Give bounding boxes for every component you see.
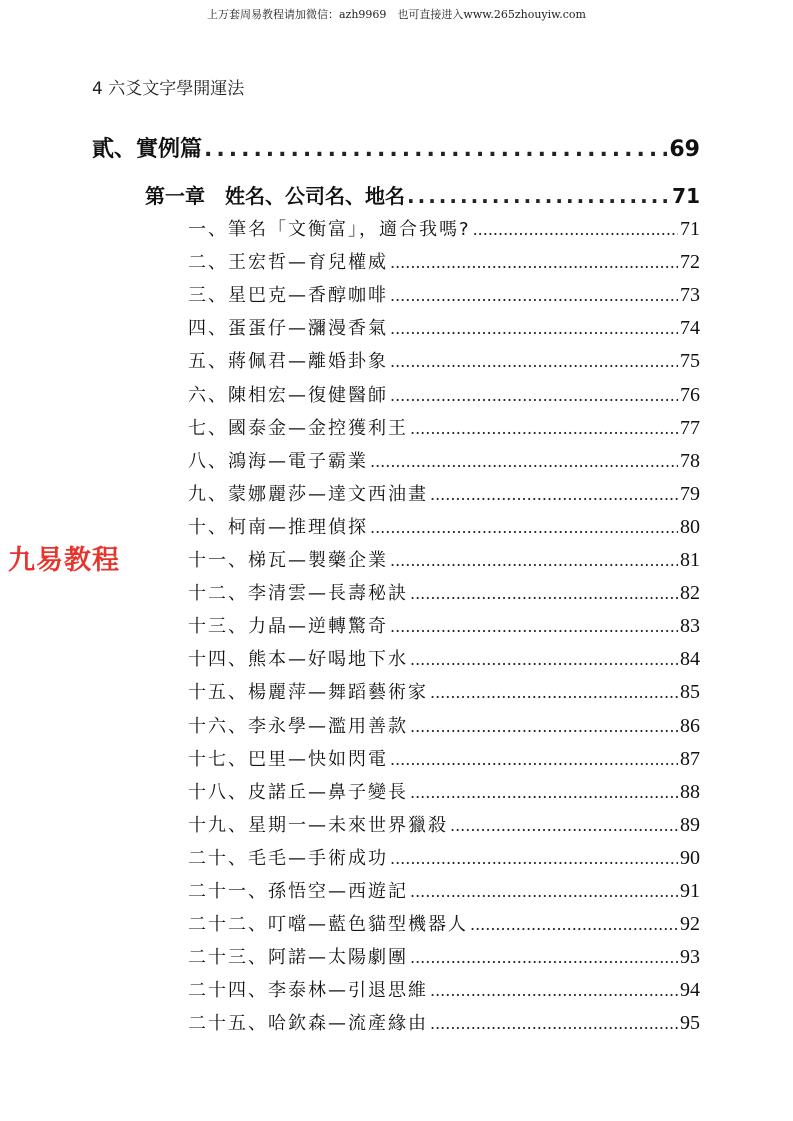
toc-item-page: 82: [680, 582, 700, 605]
toc-item-title: 七、國泰金—金控獲利王: [188, 417, 408, 439]
toc-leader-dots: [470, 915, 678, 934]
toc-part-entry[interactable]: [92, 132, 700, 162]
toc-item-page: 91: [680, 880, 700, 902]
toc-leader-dots: [390, 849, 678, 868]
toc-item-title: 十四、熊本—好喝地下水: [188, 649, 408, 671]
toc-item-title: 三、星巴克—香醇咖啡: [188, 285, 388, 307]
toc-item-page: 79: [680, 482, 700, 505]
toc-leader-dots: [430, 981, 678, 1000]
toc-item-page: 72: [680, 251, 700, 274]
toc-leader-dots: [410, 419, 678, 438]
watermark-logo: 九易教程: [8, 545, 120, 576]
toc-item-title: 二十五、哈欽森—流產緣由: [188, 1013, 428, 1035]
toc-item-title: 六、陳相宏—復健醫師: [188, 384, 388, 406]
toc-item-title: 十七、巴里—快如閃電: [188, 748, 388, 770]
toc-item-page: 76: [680, 383, 700, 406]
toc-leader-dots: [390, 319, 678, 338]
toc-item-title: 十三、力晶—逆轉驚奇: [188, 616, 388, 638]
toc-item[interactable]: [188, 414, 700, 440]
toc-item-title: 八、鴻海—電子霸業: [188, 450, 368, 472]
toc-item-page: 73: [680, 284, 700, 307]
toc-item[interactable]: [188, 712, 700, 738]
toc-leader-dots: [204, 137, 667, 162]
toc-item-title: 二、王宏哲—育兒權威: [188, 252, 388, 274]
toc-item[interactable]: [188, 215, 700, 241]
toc-item[interactable]: [188, 347, 700, 373]
toc-item-title: 二十、毛毛—手術成功: [188, 847, 388, 869]
toc-item[interactable]: [188, 811, 700, 837]
toc-leader-dots: [410, 584, 678, 603]
toc-item-title: 九、蒙娜麗莎—達文西油畫: [188, 483, 428, 505]
toc-leader-dots: [430, 485, 678, 504]
toc-item-page: 92: [680, 913, 700, 936]
toc-chapter-entry[interactable]: [145, 180, 700, 208]
toc-chapter-page: 71: [672, 184, 700, 208]
toc-item[interactable]: [188, 480, 700, 506]
toc-item-page: 94: [680, 979, 700, 1002]
toc-item-title: 十、柯南—推理偵探: [188, 516, 368, 538]
toc-leader-dots: [390, 352, 678, 371]
toc-item[interactable]: [188, 943, 700, 969]
toc-item[interactable]: [188, 976, 700, 1002]
toc-leader-dots: [410, 717, 678, 736]
toc-item[interactable]: [188, 778, 700, 804]
toc-item-title: 十一、梯瓦—製藥企業: [188, 550, 388, 571]
toc-item-title: 十五、楊麗萍—舞蹈藝術家: [188, 682, 428, 704]
toc-leader-dots: [450, 816, 678, 835]
toc-item-page: 74: [680, 317, 700, 340]
toc-item-title: 十八、皮諾丘—鼻子變長: [188, 781, 408, 803]
toc-leader-dots: [410, 948, 678, 967]
toc-item-page: 95: [680, 1012, 700, 1035]
toc-item-page: 90: [680, 846, 700, 869]
toc-leader-dots: [390, 253, 678, 272]
toc-item-page: 88: [680, 780, 700, 803]
toc-item[interactable]: [188, 381, 700, 407]
toc-part-title: 貳、實例篇: [92, 137, 203, 162]
toc-item-page: 93: [680, 946, 700, 969]
toc-item[interactable]: [188, 612, 700, 638]
toc-item-title: 十二、李清雲—長壽秘訣: [188, 583, 408, 605]
toc-item-title: 二十三、阿諾—太陽劇團: [188, 947, 408, 969]
toc-leader-dots: [390, 386, 678, 405]
toc-leader-dots: [430, 1014, 678, 1033]
toc-leader-dots: [430, 683, 678, 702]
toc-item-title: 二十四、李泰林—引退思維: [188, 980, 428, 1002]
toc-item-page: 83: [680, 615, 700, 638]
toc-item-page: 86: [680, 714, 700, 737]
toc-chapter-title: 第一章 姓名、公司名、地名: [145, 184, 405, 208]
toc-item[interactable]: [188, 678, 700, 704]
toc-leader-dots: [390, 551, 678, 570]
toc-item-page: 71: [680, 218, 700, 240]
toc-leader-dots: [410, 882, 678, 901]
toc-leader-dots: [390, 286, 678, 305]
toc-item[interactable]: [188, 1009, 700, 1035]
toc-item[interactable]: [188, 877, 700, 903]
toc-item[interactable]: [188, 314, 700, 340]
toc-leader-dots: [390, 617, 678, 636]
toc-item-page: 84: [680, 648, 700, 671]
header-note: 上万套周易教程请加微信：azh9969 也可直接进入www.265zhouyiw.com: [206, 8, 586, 21]
toc-item[interactable]: [188, 447, 700, 473]
toc-item-page: 81: [680, 549, 700, 571]
running-head: 4 六爻文字學開運法: [92, 79, 245, 99]
toc-item[interactable]: [188, 248, 700, 274]
toc-item-page: 75: [680, 350, 700, 373]
toc-leader-dots: [370, 518, 678, 537]
toc-leader-dots: [473, 220, 678, 239]
toc-item[interactable]: [188, 579, 700, 605]
toc-item-page: 89: [680, 813, 700, 836]
toc-item-title: 五、蔣佩君—離婚卦象: [188, 351, 388, 373]
toc-item[interactable]: [188, 546, 700, 572]
toc-leader-dots: [370, 452, 678, 471]
toc-part-page: 69: [669, 137, 700, 162]
toc-item-page: 78: [680, 449, 700, 472]
toc-item[interactable]: [188, 281, 700, 307]
toc-item[interactable]: [188, 513, 700, 539]
toc-leader-dots: [407, 184, 670, 208]
toc-leader-dots: [410, 783, 678, 802]
toc-item-title: 二十二、叮噹—藍色貓型機器人: [188, 914, 468, 936]
toc-item-page: 80: [680, 515, 700, 538]
toc-item-page: 87: [680, 747, 700, 770]
toc-item[interactable]: [188, 844, 700, 870]
toc-item-title: 十九、星期一—未來世界獵殺: [188, 814, 448, 836]
toc-item-title: 十六、李永學—濫用善款: [188, 715, 408, 737]
toc-item-title: 二十一、孫悟空—西遊記: [188, 881, 408, 902]
toc-item[interactable]: [188, 910, 700, 936]
toc-item[interactable]: [188, 745, 700, 771]
toc-item-page: 85: [680, 681, 700, 704]
toc-leader-dots: [390, 750, 678, 769]
toc-item-title: 四、蛋蛋仔—瀰漫香氣: [188, 318, 388, 340]
toc-item-title: 一、筆名「文衡富」，適合我嗎?: [188, 219, 471, 240]
toc-item-page: 77: [680, 416, 700, 439]
toc-leader-dots: [410, 650, 678, 669]
toc-item[interactable]: [188, 645, 700, 671]
